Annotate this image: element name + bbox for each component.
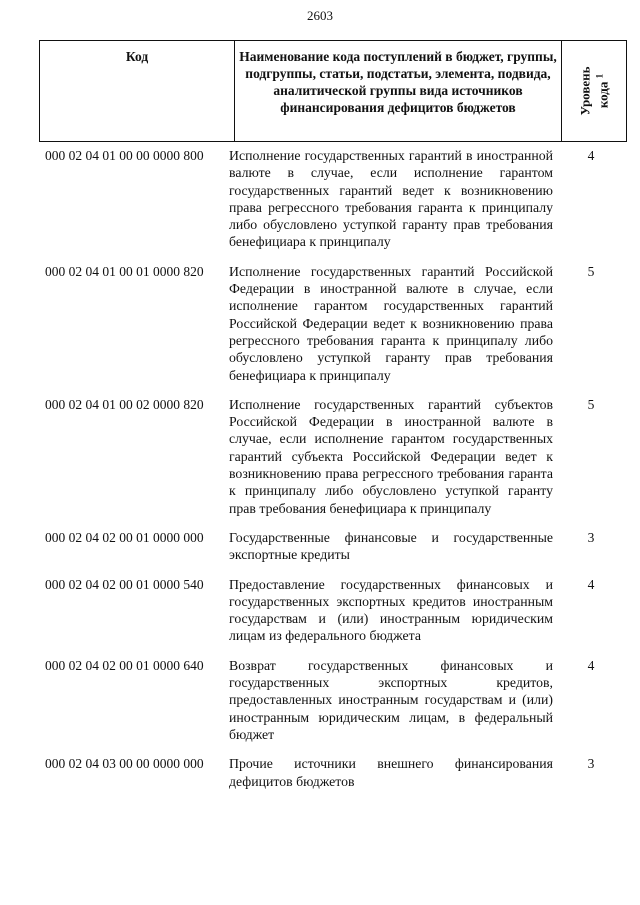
row-level: 4 [587,576,595,592]
row-level: 4 [587,148,595,163]
table-row [45,529,605,564]
row-name: Исполнение государственных гарантий субъектов Российской Федерации в иностранной валюте в случае, если исполнение гарантом государственных гарантий субъекта Российской Федерации ведет к возникновению права регрессного требования гаранта к принципалу либо обусловлено уступкой гаранту прав требования бенефициара к принципалу [229,396,553,516]
table-header [39,40,627,142]
header-code: Код [40,41,235,142]
page-number: 2603 [307,8,333,23]
row-level: 3 [587,529,595,545]
row-code: 000 02 04 02 00 01 0000 000 [45,529,204,545]
table-row [45,657,605,743]
table-row [45,147,605,251]
row-code: 000 02 04 01 00 02 0000 820 [45,396,204,412]
row-level: 4 [587,657,595,673]
table-row [45,755,605,790]
row-code: 000 02 04 03 00 00 0000 000 [45,756,204,772]
row-level: 3 [587,756,595,772]
table-row [45,396,605,517]
row-name: Исполнение государственных гарантий в иностранной валюте в случае, если исполнение гарантом государственных гарантий ведет к возникновению права регрессного требования гаранта к принципалу либо обусловлено уступкой гаранту прав требования бенефициара к принципалу [229,148,553,250]
header-level-line2: кода [595,81,611,109]
row-code: 000 02 04 01 00 00 0000 800 [45,148,204,163]
row-code: 000 02 04 02 00 01 0000 640 [45,657,204,673]
header-name: Наименование кода поступлений в бюджет, группы, подгруппы, статьи, подстатьи, элемента, подвида, аналитической группы вида источников финансирования дефицитов бюджетов [235,41,562,142]
header-level-footnote: 1 [594,73,605,79]
row-level: 5 [587,396,595,412]
row-level: 5 [587,263,595,279]
row-name: Возврат государственных финансовых и государственных экспортных кредитов, предоставленных иностранным государствам и (или) иностранным юридическим лицам, в федеральный бюджет [229,657,553,742]
row-code: 000 02 04 02 00 01 0000 540 [45,576,204,592]
header-level-text [577,66,610,115]
row-name: Исполнение государственных гарантий Российской Федерации в иностранной валюте в случае, если исполнение гарантом государственных гарантий Российской Федерации ведет к возникновению права регрессного требования гаранта к принципалу либо обусловлено уступкой гаранту прав требования бенефициара к принципалу [229,263,553,383]
row-name: Предоставление государственных финансовых и государственных экспортных кредитов иностранным государствам и (или) иностранным юридическим лицам из федерального бюджета [229,576,553,644]
table-row [45,263,605,384]
table-body [45,147,605,802]
row-name: Государственные финансовые и государственные экспортные кредиты [229,529,553,563]
row-name: Прочие источники внешнего финансирования дефицитов бюджетов [229,756,553,789]
table-row [45,576,605,645]
row-code: 000 02 04 01 00 01 0000 820 [45,263,204,279]
header-level [562,41,627,142]
header-level-line1: Уровень [577,66,593,116]
